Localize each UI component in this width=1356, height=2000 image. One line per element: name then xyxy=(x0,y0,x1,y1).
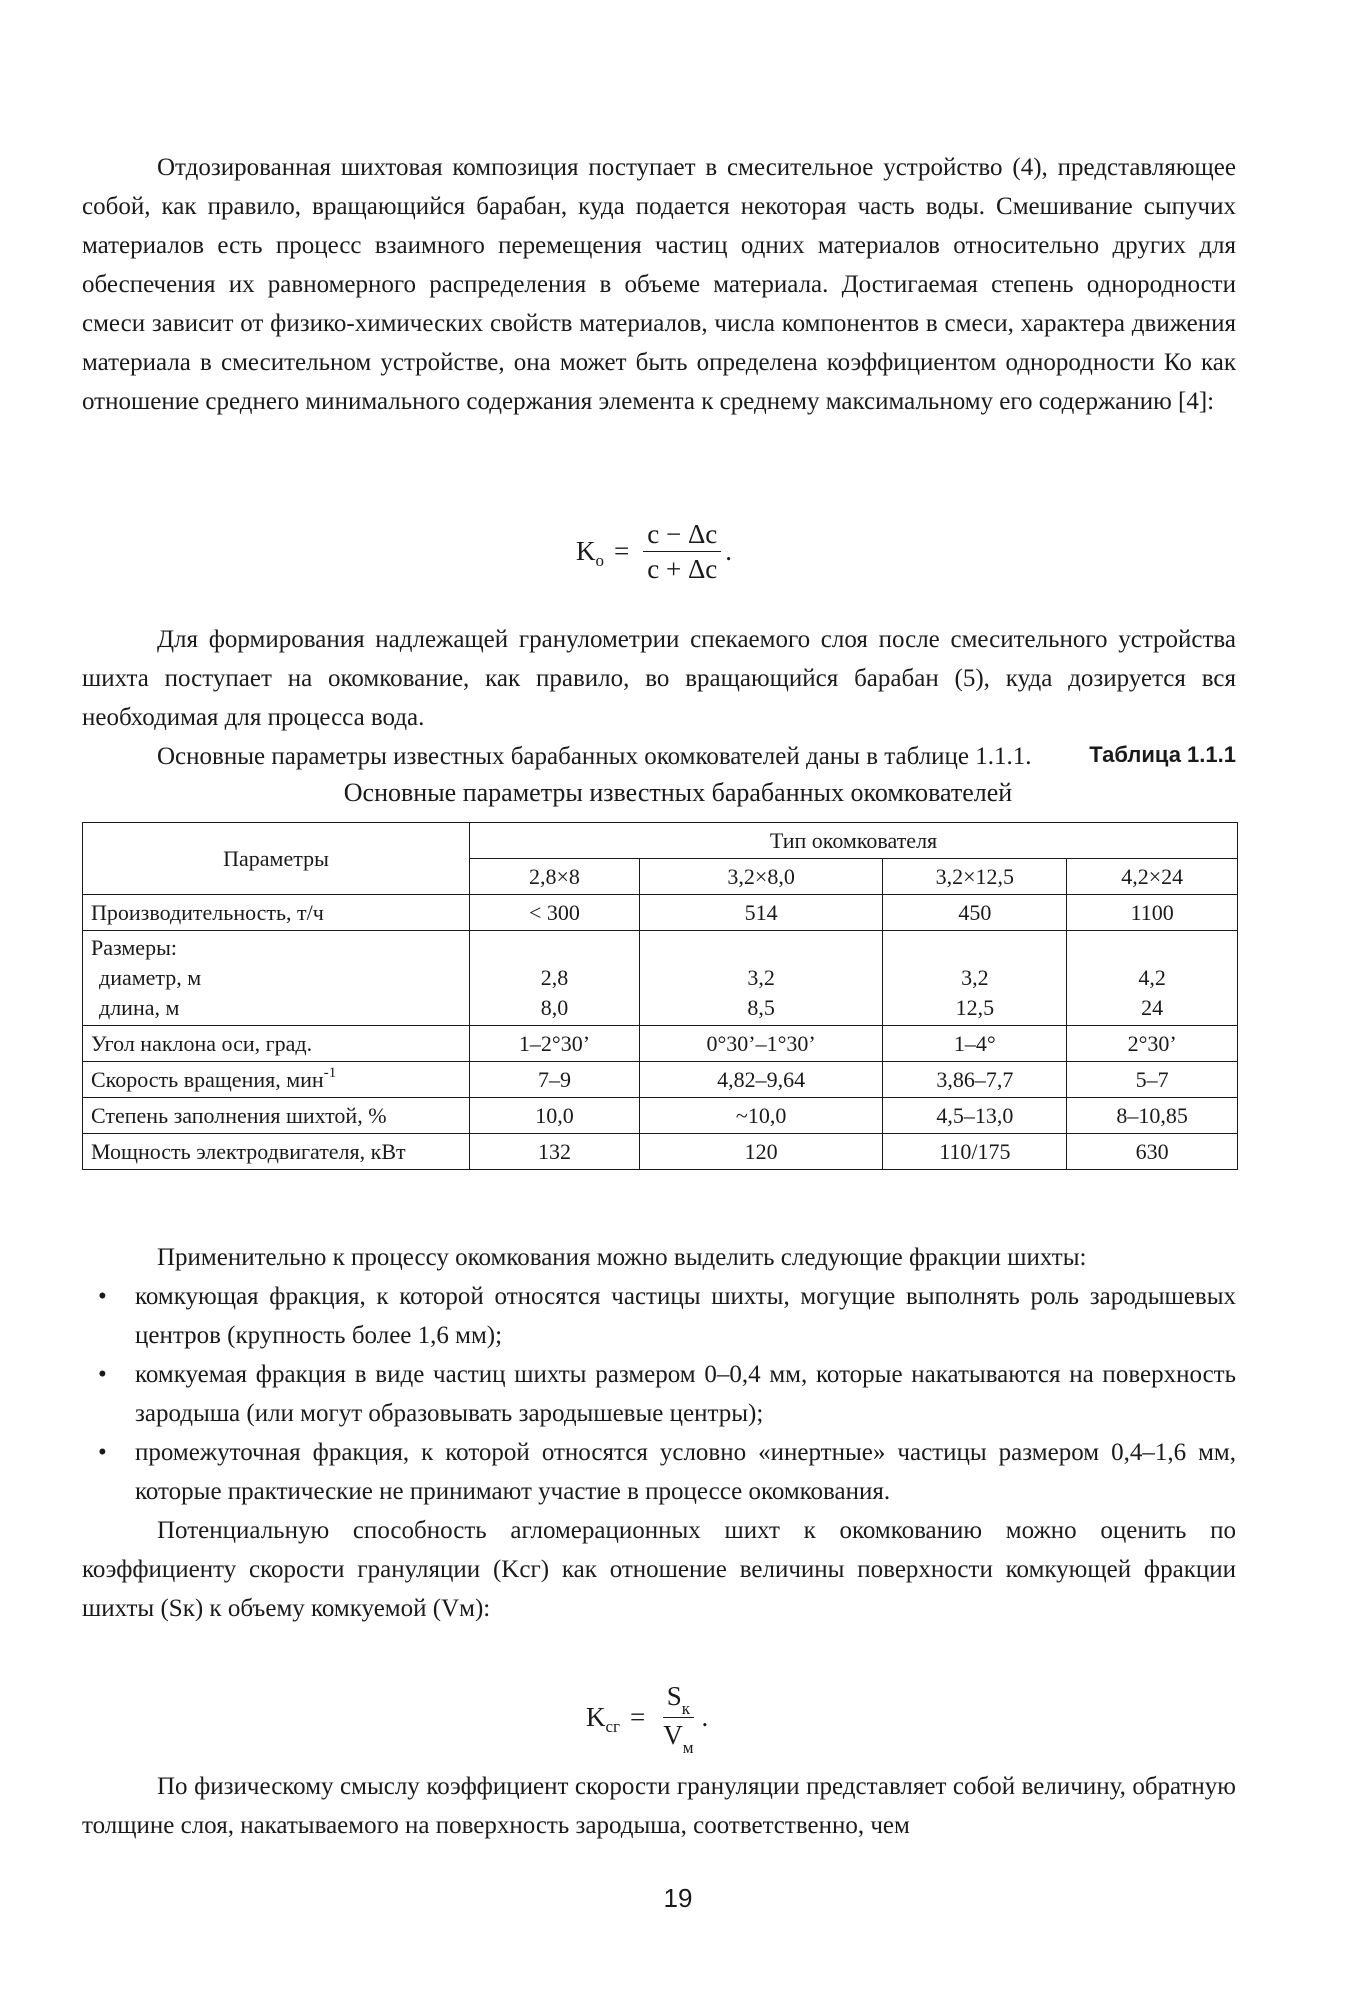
table-row-sizes xyxy=(83,931,1238,1026)
diameter-label: диаметр, м xyxy=(99,965,202,990)
paragraph-last-block xyxy=(82,1767,1236,1845)
paragraph-granulation-coefficient: Потенциальную способность агломерационных шихт к окомкованию можно оценить по коэффициенту скорости грануляции (Kсг) как отношение величины поверхности комкующей фракции шихты (Sк) к объему комкуемой (Vм): xyxy=(82,1517,1236,1622)
value-cell: 120 xyxy=(639,1134,882,1170)
table-title: Основные параметры известных барабанных окомкователей xyxy=(343,778,1013,807)
bullet-icon: • xyxy=(98,1361,107,1388)
value-cell: 2°30’ xyxy=(1067,1026,1238,1062)
table-header-row xyxy=(83,823,1238,859)
header-type: Тип окомкователя xyxy=(470,823,1238,859)
length-label: длина, м xyxy=(99,995,180,1020)
formula-period: . xyxy=(725,536,733,566)
list-item: • комкуемая фракция в виде частиц шихты размером 0–0,4 мм, которые накатываются на поверхность зародыша (или могут образовывать зародышевые центры); xyxy=(82,1355,1236,1433)
table-row-power xyxy=(83,1134,1238,1170)
row-label: Производительность, т/ч xyxy=(83,895,470,931)
value-cell: 110/175 xyxy=(883,1134,1067,1170)
formula-k-symbol: K xyxy=(586,1702,606,1732)
paragraph-1-block xyxy=(82,148,1236,421)
value-cell: 630 xyxy=(1067,1134,1238,1170)
sizes-label: Размеры: xyxy=(91,935,177,960)
formula-equals: = xyxy=(614,536,630,566)
length-value: 8,5 xyxy=(747,995,775,1020)
value-cell: 7–9 xyxy=(470,1062,640,1098)
paragraph-2-block xyxy=(82,620,1236,776)
type-cell: 2,8×8 xyxy=(470,859,640,895)
paragraph-table-ref: Основные параметры известных барабанных окомкователей даны в таблице 1.1.1. xyxy=(157,743,1032,770)
value-cell: 4,82–9,64 xyxy=(639,1062,882,1098)
value-cell: ~10,0 xyxy=(639,1098,882,1134)
formula-denominator: c + Δc xyxy=(647,554,718,584)
speed-label-superscript: -1 xyxy=(323,1064,337,1081)
value-cell: < 300 xyxy=(470,895,640,931)
formula-denominator: $V_м$ xyxy=(663,1720,694,1757)
bullet-icon: • xyxy=(98,1439,107,1466)
table-row-speed xyxy=(83,1062,1238,1098)
formula-period: . xyxy=(701,1702,709,1732)
diameter-value: 3,2 xyxy=(961,965,989,990)
formula-equals: = xyxy=(630,1702,646,1732)
row-label: Мощность электродвигателя, кВт xyxy=(83,1134,470,1170)
formula-granulation xyxy=(586,1680,708,1755)
formula-homogeneity xyxy=(576,518,732,585)
formula-k-symbol: K xyxy=(576,536,596,566)
row-label-sizes xyxy=(83,931,470,1026)
sizes-cell xyxy=(639,931,882,1026)
value-cell: 4,5–13,0 xyxy=(883,1098,1067,1134)
parameters-table xyxy=(82,822,1238,1170)
length-value: 12,5 xyxy=(955,995,995,1020)
sizes-cell xyxy=(883,931,1067,1026)
value-cell: 10,0 xyxy=(470,1098,640,1134)
length-value: 24 xyxy=(1141,995,1164,1020)
table-row-productivity xyxy=(83,895,1238,931)
formula-fraction xyxy=(659,1680,697,1755)
table-row-fill xyxy=(83,1098,1238,1134)
formula-k-subscript: сг xyxy=(605,1716,621,1736)
list-item: • промежуточная фракция, к которой относятся условно «инертные» частицы размером 0,4–1,6 мм, которые практические не принимают участие в процессе окомкования. xyxy=(82,1433,1236,1511)
header-parameters: Параметры xyxy=(83,823,470,895)
diameter-value: 2,8 xyxy=(540,965,569,990)
list-item: • комкующая фракция, к которой относятся частицы шихты, могущие выполнять роль зародышевых центров (крупность более 1,6 мм); xyxy=(82,1277,1236,1355)
paragraph-mixing: Отдозированная шихтовая композиция поступает в смесительное устройство (4), представляющее собой, как правило, вращающийся барабан, куда подается некоторая часть воды. Смешивание сыпучих материалов есть процесс взаимного перемещения частиц одних материалов относительно других для обеспечения их равномерного распределения в объеме материала. Достигаемая степень однородности смеси зависит от физико-химических свойств материалов, числа компонентов в смеси, характера движения материала в смесительном устройстве, она может быть определена коэффициентом однородности Ко как отношение среднего минимального содержания элемента к среднему максимальному его содержанию [4]: xyxy=(82,154,1236,415)
value-cell: 1–4° xyxy=(883,1026,1067,1062)
paragraph-fractions-intro: Применительно к процессу окомкования можно выделить следующие фракции шихты: xyxy=(157,1244,1087,1271)
value-cell: 1–2°30’ xyxy=(470,1026,640,1062)
formula-numerator: c − Δc xyxy=(643,518,721,552)
formula-fraction xyxy=(643,518,721,585)
table-label: Таблица 1.1.1 xyxy=(1089,742,1236,767)
row-label: Угол наклона оси, град. xyxy=(83,1026,470,1062)
fractions-list xyxy=(82,1277,1236,1511)
diameter-value: 3,2 xyxy=(747,965,775,990)
type-cell: 3,2×12,5 xyxy=(883,859,1067,895)
value-cell: 5–7 xyxy=(1067,1062,1238,1098)
type-cell: 3,2×8,0 xyxy=(639,859,882,895)
paragraph-granulometry: Для формирования надлежащей гранулометрии спекаемого слоя после смесительного устройства шихта поступает на окомкование, как правило, во вращающийся барабан (5), куда дозируется вся необходимая для процесса вода. xyxy=(82,626,1236,731)
formula-k-subscript: o xyxy=(595,550,604,570)
length-value: 8,0 xyxy=(540,995,569,1020)
type-cell: 4,2×24 xyxy=(1067,859,1238,895)
fractions-block xyxy=(82,1238,1236,1628)
paragraph-physical-meaning: По физическому смыслу коэффициент скорости грануляции представляет собой величину, обратную толщине слоя, накатываемого на поверхность зародыша, соответственно, чем xyxy=(82,1773,1236,1839)
value-cell: 0°30’–1°30’ xyxy=(639,1026,882,1062)
page-number: 19 xyxy=(663,1883,693,1913)
row-label-speed xyxy=(83,1062,470,1098)
sizes-cell xyxy=(470,931,640,1026)
value-cell: 3,86–7,7 xyxy=(883,1062,1067,1098)
value-cell: 132 xyxy=(470,1134,640,1170)
sizes-cell xyxy=(1067,931,1238,1026)
diameter-value: 4,2 xyxy=(1138,965,1166,990)
table-row-angle xyxy=(83,1026,1238,1062)
speed-label: Скорость вращения, мин xyxy=(91,1066,324,1092)
formula-numerator: $S_к$ xyxy=(663,1680,694,1718)
value-cell: 514 xyxy=(639,895,882,931)
value-cell: 450 xyxy=(883,895,1067,931)
value-cell: 1100 xyxy=(1067,895,1238,931)
bullet-icon: • xyxy=(98,1283,107,1310)
value-cell: 8–10,85 xyxy=(1067,1098,1238,1134)
row-label: Степень заполнения шихтой, % xyxy=(83,1098,470,1134)
